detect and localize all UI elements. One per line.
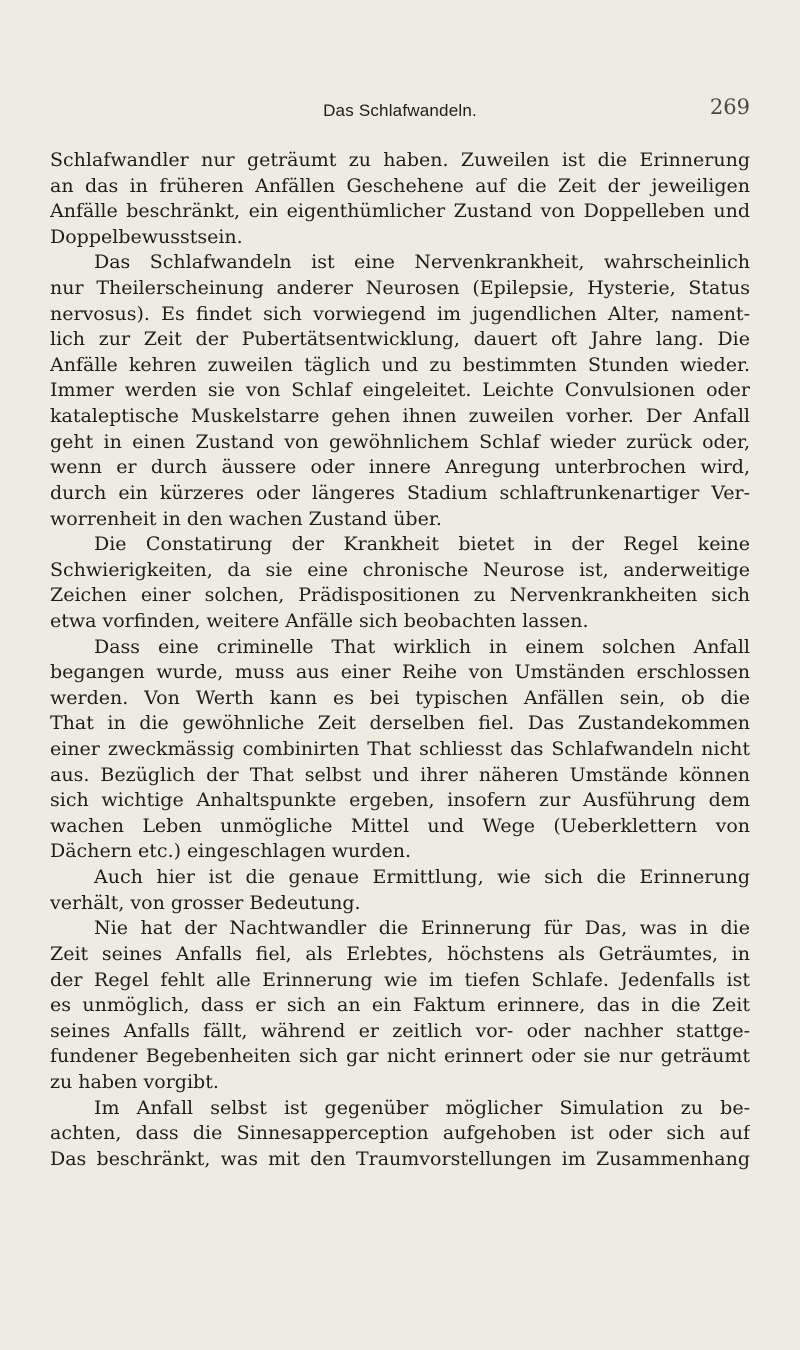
text-line: fundener Begebenheiten sich gar nicht erinnert oder sie nur geträumt [50,1045,750,1068]
text-line: worrenheit in den wachen Zustand über. [50,507,442,530]
text-line: Dächern etc.) eingeschlagen wurden. [50,840,411,863]
text-line: wenn er durch äussere oder innere Anregung unterbrochen wird, [50,456,750,479]
text-line: verhält, von grosser Bedeutung. [50,891,361,914]
text-line: Zeit seines Anfalls fiel, als Erlebtes, höchstens als Geträumtes, in [50,942,750,965]
text-line: Doppelbewusstsein. [50,225,243,248]
text-line: lich zur Zeit der Pubertätsentwicklung, dauert oft Jahre lang. Die [50,328,750,351]
text-line: aus. Bezüglich der That selbst und ihrer näheren Umstände können [50,763,750,786]
text-line: werden. Von Werth kann es bei typischen Anfällen sein, ob die [50,686,750,709]
text-line: Schwierigkeiten, da sie eine chronische Neurose ist, anderweitige [50,558,750,581]
text-line: es unmöglich, dass er sich an ein Faktum erinnere, das in die Zeit [50,994,750,1017]
running-head [50,95,750,135]
page-number: 269 [709,95,750,119]
text-line: Nie hat der Nachtwandler die Erinnerung für Das, was in die [94,917,750,940]
text-line: einer zweckmässig combinirten That schliesst das Schlafwandeln nicht [50,738,750,761]
text-line: Anfälle kehren zuweilen täglich und zu bestimmten Stunden wieder. [50,353,750,376]
text-line: an das in früheren Anfällen Geschehene auf die Zeit der jeweiligen [50,174,750,197]
body-text [50,148,750,1172]
text-line: wachen Leben unmögliche Mittel und Wege (Ueberklettern von [50,814,750,837]
text-line: begangen wurde, muss aus einer Reihe von Umständen erschlossen [50,661,750,684]
text-line: durch ein kürzeres oder längeres Stadium schlaftrunkenartiger Ver- [50,481,750,504]
running-title: Das Schlafwandeln. [323,101,477,120]
text-line: Immer werden sie von Schlaf eingeleitet. Leichte Convulsionen oder [50,379,750,402]
text-line: That in die gewöhnliche Zeit derselben fiel. Das Zustandekommen [50,712,750,735]
text-line: Das Schlafwandeln ist eine Nervenkrankheit, wahrscheinlich [94,251,750,274]
text-line: sich wichtige Anhaltspunkte ergeben, insofern zur Ausführung dem [50,789,750,812]
text-line: Anfälle beschränkt, ein eigenthümlicher Zustand von Doppelleben und [50,200,750,223]
text-line: geht in einen Zustand von gewöhnlichem Schlaf wieder zurück oder, [50,430,750,453]
text-line: Schlafwandler nur geträumt zu haben. Zuweilen ist die Erinnerung [50,149,750,171]
text-line: nur Theilerscheinung anderer Neurosen (Epilepsie, Hysterie, Status [50,277,750,300]
text-line: nervosus). Es findet sich vorwiegend im jugendlichen Alter, nament- [50,302,750,325]
text-line: Zeichen einer solchen, Prädispositionen zu Nervenkrankheiten sich [50,584,750,607]
text-line: kataleptische Muskelstarre gehen ihnen zuweilen vorher. Der Anfall [50,405,750,428]
text-line: Auch hier ist die genaue Ermittlung, wie sich die Erinnerung [94,866,750,889]
text-line: Die Constatirung der Krankheit bietet in der Regel keine [94,533,750,556]
text-line: etwa vorfinden, weitere Anfälle sich beobachten lassen. [50,609,589,632]
text-line: Dass eine criminelle That wirklich in einem solchen Anfall [94,635,750,658]
text-line: Das beschränkt, was mit den Traumvorstellungen im Zusammenhang [50,1147,750,1170]
text-line: der Regel fehlt alle Erinnerung wie im tiefen Schlafe. Jedenfalls ist [50,968,750,991]
text-line: Im Anfall selbst ist gegenüber möglicher Simulation zu be- [94,1096,750,1119]
text-line: achten, dass die Sinnesapperception aufgehoben ist oder sich auf [50,1122,750,1145]
text-line: zu haben vorgibt. [50,1070,219,1093]
text-line: seines Anfalls fällt, während er zeitlich vor- oder nachher stattge- [50,1019,750,1042]
